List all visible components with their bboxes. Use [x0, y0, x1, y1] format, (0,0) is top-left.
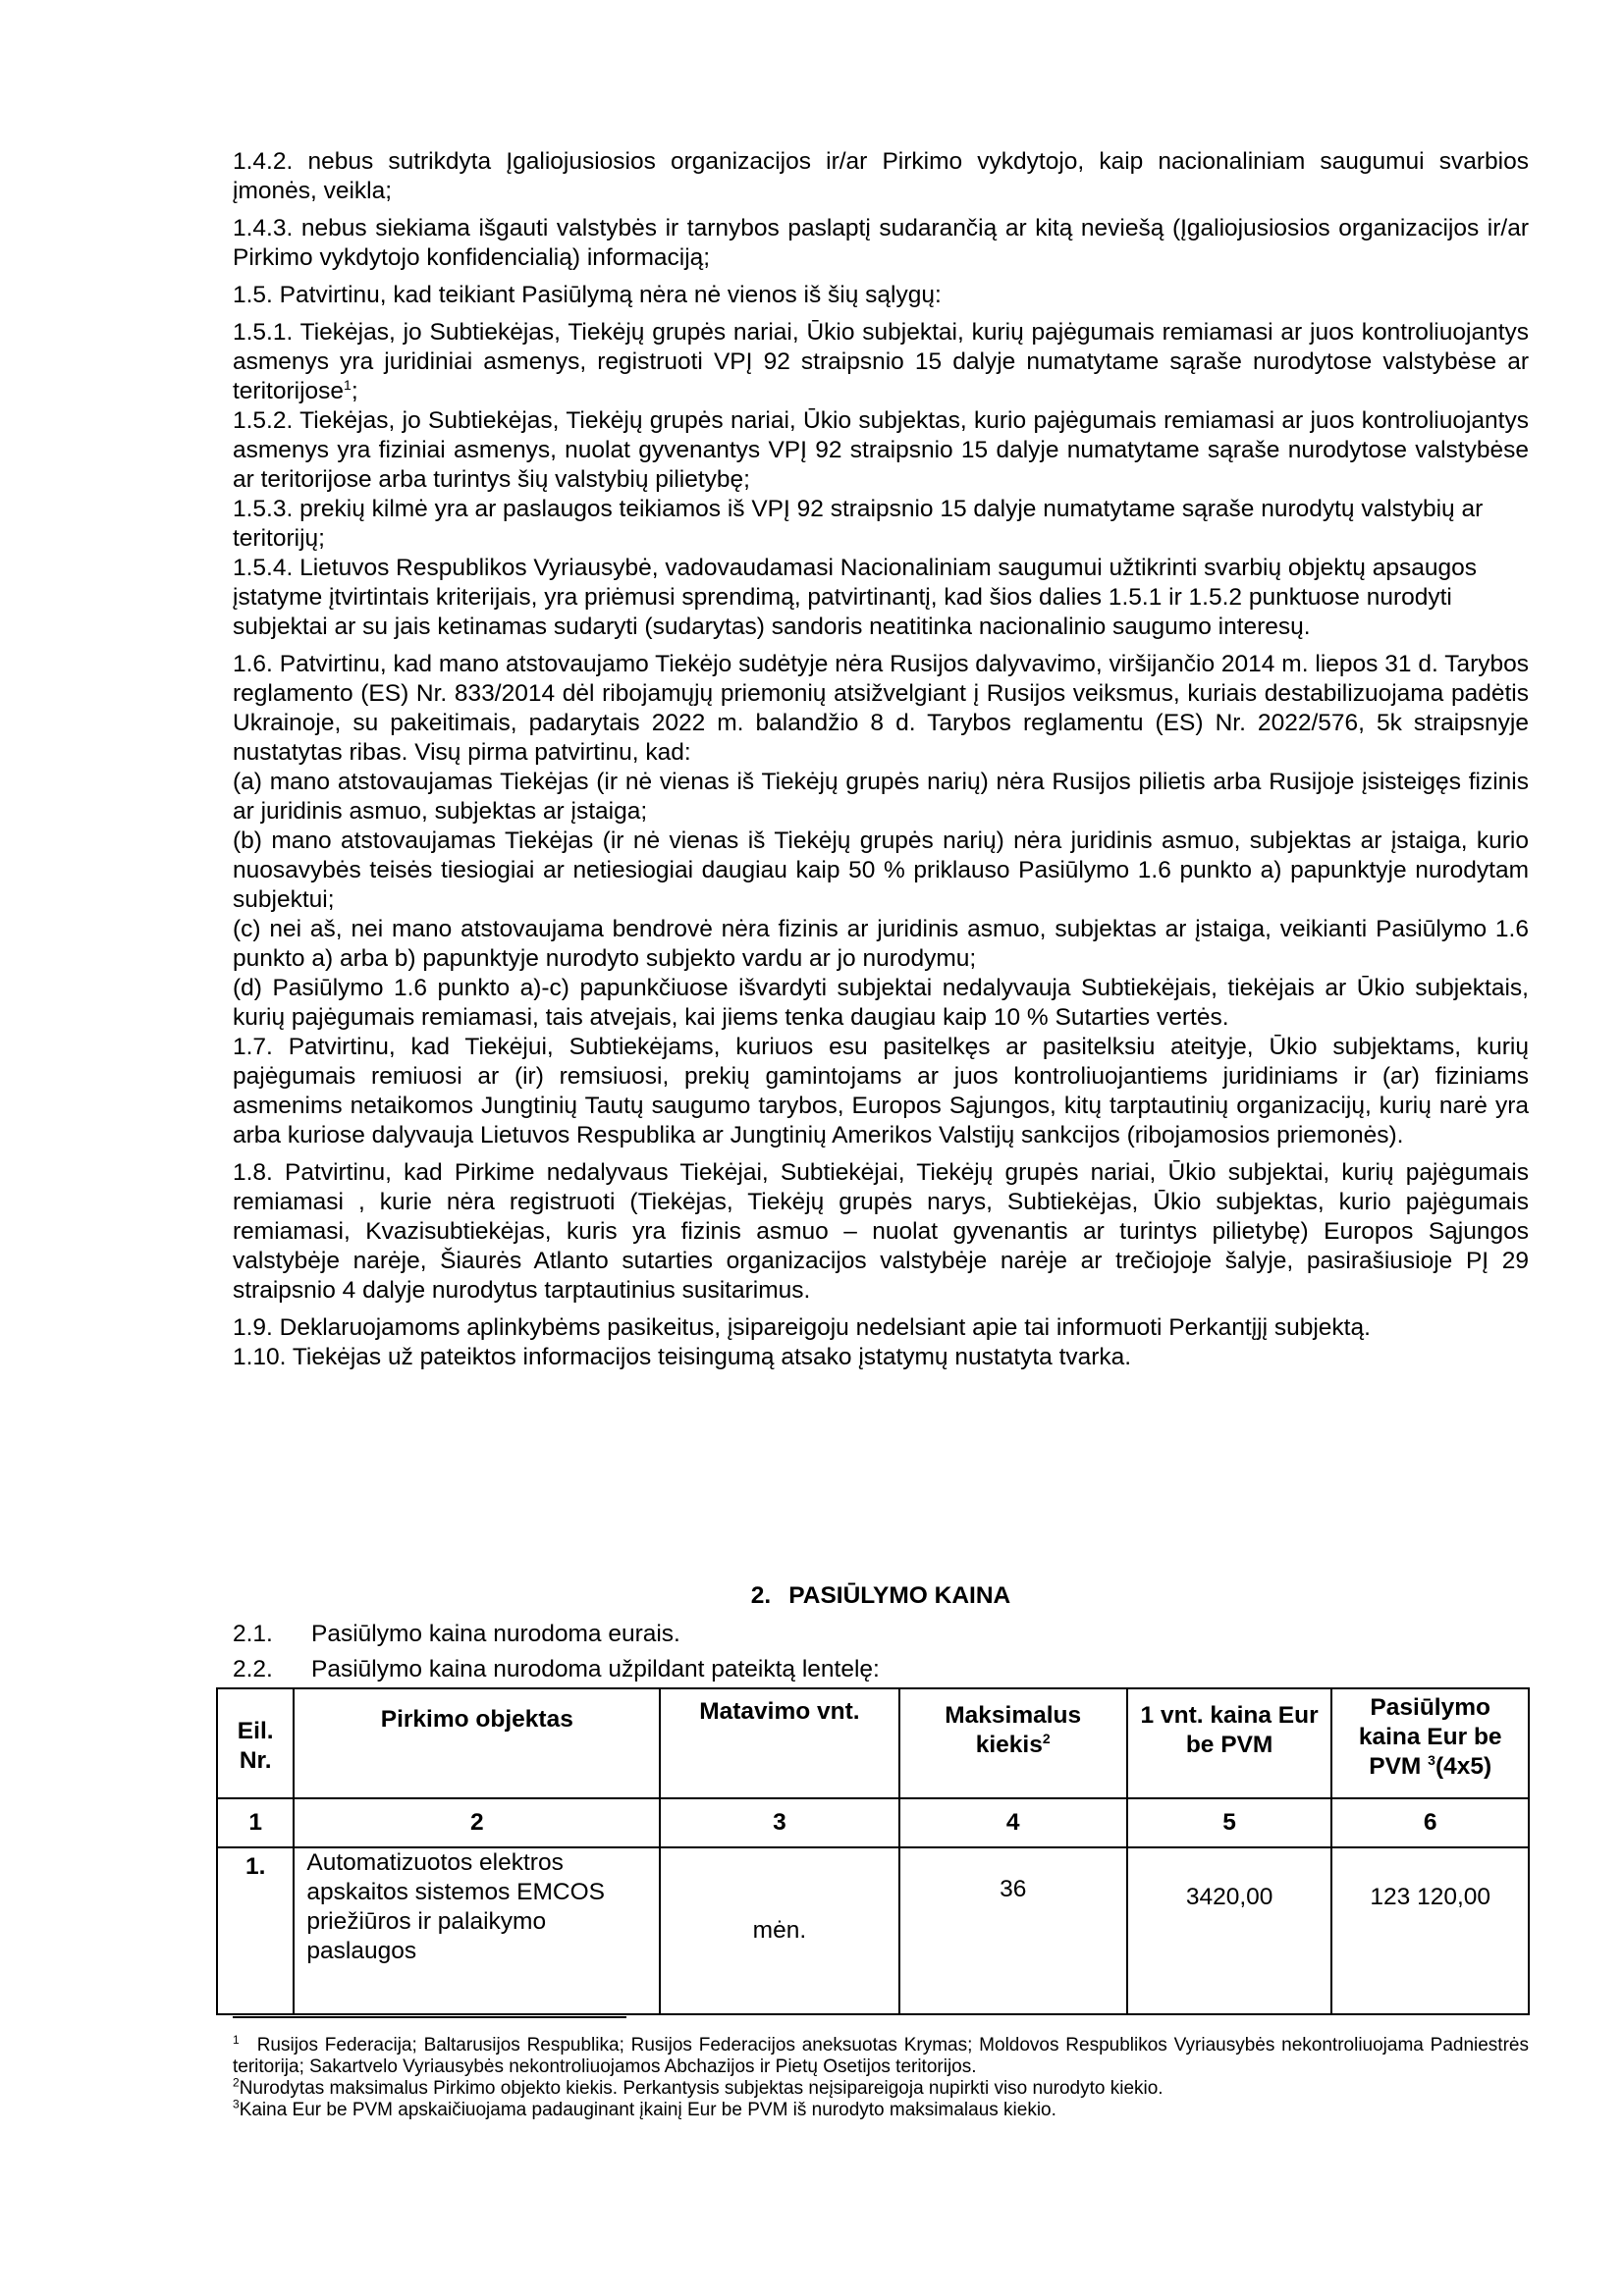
row-offer-price: 123 120,00	[1331, 1847, 1529, 2014]
footnote-3	[233, 2097, 1529, 2121]
footnote-1-text: Rusijos Federacija; Baltarusijos Respublika; Rusijos Federacijos aneksuotas Krymas; Moldovos Respublikos Vyriausybės nekontroliuojama Padniestrės teritorija; Sakartvelo Vyriausybės nekontroliuojamos Abchazijos ir Pietų Osetijos teritorijos.	[233, 2035, 1529, 2077]
header-offer-price-text: Pasiūlymo kaina Eur be PVM	[1358, 1694, 1502, 1780]
footnote-ref-2[interactable]: 2	[1042, 1730, 1051, 1746]
paragraph-1-5-4: 1.5.4. Lietuvos Respublikos Vyriausybė, vadovaudamasi Nacionaliniam saugumui užtikrinti svarbių objektų apsaugos įstatyme įtvirtintais kriterijais, yra priėmusi sprendimą, patvirtinantį, kad šios dalies 1.5.1 ir 1.5.2 punktuose nurodyti subjektai ar su jais ketinamas sudaryti (sudarytas) sandoris neatitinka nacionalinio saugumo interesų.	[233, 555, 1477, 640]
header-unit-price: 1 vnt. kaina Eur be PVM	[1127, 1688, 1332, 1798]
header-eil-nr	[217, 1688, 294, 1798]
footnote-ref-1[interactable]: 1	[344, 376, 352, 393]
row-max-qty: 36	[899, 1847, 1127, 2014]
paragraph-1-6-a: (a) mano atstovaujamas Tiekėjas (ir nė vienas iš Tiekėjų grupės narių) nėra Rusijos pilietis arba Rusijoje įsisteigęs fizinis ar juridinis asmuo, subjektas ar įstaiga;	[233, 769, 1529, 825]
paragraph-1-8: 1.8. Patvirtinu, kad Pirkime nedalyvaus Tiekėjai, Subtiekėjai, Tiekėjų grupės nariai, Ūkio subjektai, kurių pajėgumais remiamasi , kurie nėra registruoti (Tiekėjas, Tiekėjų grupės narys, Subtiekėjas, Ūkio subjektas, kurio pajėgumais remiamasi, Kvazisubtiekėjas, kuris yra fizinis asmuo – nuolat gyvenantis ar turintys pilietybę) Europos Sąjungos valstybėje narėje, Šiaurės Atlanto sutarties organizacijos valstybėje narėje ar trečiojoje šalyje, pasirašiusioje PĮ 29 straipsnio 4 dalyje nurodytus tarptautinius susitarimus.	[233, 1159, 1529, 1304]
paragraph-1-7: 1.7. Patvirtinu, kad Tiekėjui, Subtiekėjams, kuriuos esu pasitelkęs ar pasitelksiu ateityje, Ūkio subjektams, kurių pajėgumais remiuosi ar (ir) remsiuosi, prekių gamintojams ar juos kontroliuojantiems juridiniams ir (ar) fiziniams asmenims netaikomos Jungtinių Tautų saugumo tarybos, Europos Sąjungos, kitų tarptautinių organizacijų, kurių narė yra arba kuriose dalyvauja Lietuvos Respublika ar Jungtinių Amerikos Valstijų sankcijos (ribojamosios priemonės).	[233, 1034, 1529, 1148]
item-2-1-number: 2.1.	[233, 1621, 273, 1647]
footnote-1-mark: 1	[233, 2032, 240, 2047]
document-body	[233, 147, 1529, 1682]
item-2-1	[233, 1621, 680, 1648]
table-header-row	[217, 1688, 1529, 1798]
item-2-2-text: Pasiūlymo kaina nurodoma užpildant pateiktą lentelę:	[311, 1656, 880, 1682]
header-offer-price-formula: (4x5)	[1435, 1753, 1492, 1780]
footnote-2-text: Nurodytas maksimalus Pirkimo objekto kiekis. Perkantysis subjektas neįsipareigoja nupirkti viso nurodyto kiekio.	[239, 2078, 1164, 2099]
header-unit: Matavimo vnt.	[660, 1688, 898, 1798]
header-max-qty-text: Maksimalus kiekis	[945, 1702, 1082, 1758]
column-number: 4	[899, 1798, 1127, 1847]
row-unit: mėn.	[660, 1847, 898, 2014]
paragraph-1-9: 1.9. Deklaruojamoms aplinkybėms pasikeitus, įsipareigoju nedelsiant apie tai informuoti Perkantįjį subjektą.	[233, 1314, 1371, 1341]
paragraph-1-5-2: 1.5.2. Tiekėjas, jo Subtiekėjas, Tiekėjų grupės nariai, Ūkio subjektas, kurio pajėgumais remiamasi ar juos kontroliuojantys asmenys yra fiziniai asmenys, nuolat gyvenantys VPĮ 92 straipsnio 15 dalyje numatytame sąraše nurodytose valstybėse ar teritorijose arba turintys šių valstybių pilietybę;	[233, 407, 1529, 493]
column-number: 2	[294, 1798, 660, 1847]
column-number: 6	[1331, 1798, 1529, 1847]
section-2-title: PASIŪLYMO KAINA	[788, 1582, 1011, 1609]
paragraph-1-5: 1.5. Patvirtinu, kad teikiant Pasiūlymą nėra nė vienos iš šių sąlygų:	[233, 282, 942, 308]
column-number: 3	[660, 1798, 898, 1847]
header-eil-line2: Nr.	[239, 1747, 272, 1774]
column-number: 5	[1127, 1798, 1332, 1847]
footnote-ref-3[interactable]: 3	[1428, 1751, 1435, 1768]
paragraph-1-6-d: (d) Pasiūlymo 1.6 punkto a)-c) papunkčiuose išvardyti subjektai nedalyvauja Subtiekėjais, tiekėjais ar Ūkio subjektais, kurių pajėgumais remiamasi, tais atvejais, kai jiems tenka daugiau kaip 10 % Sutarties vertės.	[233, 975, 1529, 1031]
price-table	[216, 1687, 1530, 2015]
paragraph-1-10: 1.10. Tiekėjas už pateiktos informacijos teisingumą atsako įstatymų nustatyta tvarka.	[233, 1344, 1132, 1370]
row-eil-nr: 1.	[217, 1847, 294, 2014]
paragraph-1-5-3: 1.5.3. prekių kilmė yra ar paslaugos teikiamos iš VPĮ 92 straipsnio 15 dalyje numatytame sąraše nurodytų valstybių ar teritorijų;	[233, 496, 1484, 552]
footnotes	[233, 2032, 1529, 2121]
paragraph-1-5-1	[233, 318, 1529, 406]
paragraph-1-5-1-end: ;	[351, 378, 358, 404]
column-number: 1	[217, 1798, 294, 1847]
row-unit-price: 3420,00	[1127, 1847, 1332, 2014]
footnote-separator	[233, 2016, 626, 2018]
header-offer-price	[1331, 1688, 1529, 1798]
footnote-1	[233, 2032, 1529, 2078]
paragraph-1-5-1-text: 1.5.1. Tiekėjas, jo Subtiekėjas, Tiekėjų grupės nariai, Ūkio subjektai, kurių pajėgumais remiamasi ar juos kontroliuojantys asmenys yra juridiniai asmenys, registruoti VPĮ 92 straipsnio 15 dalyje numatytame sąraše nurodytose valstybėse ar teritorijose	[233, 319, 1529, 404]
column-number-row	[217, 1798, 1529, 1847]
section-2-heading	[233, 1582, 1529, 1610]
footnote-2-mark: 2	[233, 2075, 240, 2090]
paragraph-1-4-3: 1.4.3. nebus siekiama išgauti valstybės ir tarnybos paslaptį sudarančią ar kitą neviešą (Įgaliojusiosios organizacijos ir/ar Pirkimo vykdytojo konfidencialią) informaciją;	[233, 215, 1529, 271]
paragraph-1-6: 1.6. Patvirtinu, kad mano atstovaujamo Tiekėjo sudėtyje nėra Rusijos dalyvavimo, viršijančio 2014 m. liepos 31 d. Tarybos reglamento (ES) Nr. 833/2014 dėl ribojamųjų priemonių atsižvelgiant į Rusijos veiksmus, kuriais destabilizuojama padėtis Ukrainoje, su pakeitimais, padarytais 2022 m. balandžio 8 d. Tarybos reglamentu (ES) Nr. 2022/576, 5k straipsnyje nustatytas ribas. Visų pirma patvirtinu, kad:	[233, 651, 1529, 766]
footnote-3-mark: 3	[233, 2097, 240, 2111]
table-row	[217, 1847, 1529, 2014]
item-2-1-text: Pasiūlymo kaina nurodoma eurais.	[311, 1621, 680, 1647]
header-eil-line1: Eil.	[237, 1718, 274, 1744]
header-max-qty	[899, 1688, 1127, 1798]
paragraph-1-4-2: 1.4.2. nebus sutrikdyta Įgaliojusiosios organizacijos ir/ar Pirkimo vykdytojo, kaip nacionaliniam saugumui svarbios įmonės, veikla;	[233, 148, 1529, 204]
paragraph-1-6-b: (b) mano atstovaujamas Tiekėjas (ir nė vienas iš Tiekėjų grupės narių) nėra juridinis asmuo, subjektas ar įstaiga, kurio nuosavybės teisės tiesiogiai ar netiesiogiai daugiau kaip 50 % priklauso Pasiūlymo 1.6 punkto a) papunktyje nurodytam subjektui;	[233, 828, 1529, 913]
row-object: Automatizuotos elektros apskaitos sistemos EMCOS priežiūros ir palaikymo paslaugos	[294, 1847, 660, 2014]
footnote-2	[233, 2075, 1529, 2100]
header-object: Pirkimo objektas	[294, 1688, 660, 1798]
footnote-3-text: Kaina Eur be PVM apskaičiuojama padauginant įkainį Eur be PVM iš nurodyto maksimalaus kiekio.	[239, 2100, 1056, 2120]
item-2-2	[233, 1656, 880, 1683]
paragraph-1-6-c: (c) nei aš, nei mano atstovaujama bendrovė nėra fizinis ar juridinis asmuo, subjektas ar įstaiga, veikianti Pasiūlymo 1.6 punkto a) arba b) papunktyje nurodyto subjekto vardu ar jo nurodymu;	[233, 916, 1529, 972]
section-2-number: 2.	[750, 1582, 772, 1609]
item-2-2-number: 2.2.	[233, 1656, 273, 1682]
